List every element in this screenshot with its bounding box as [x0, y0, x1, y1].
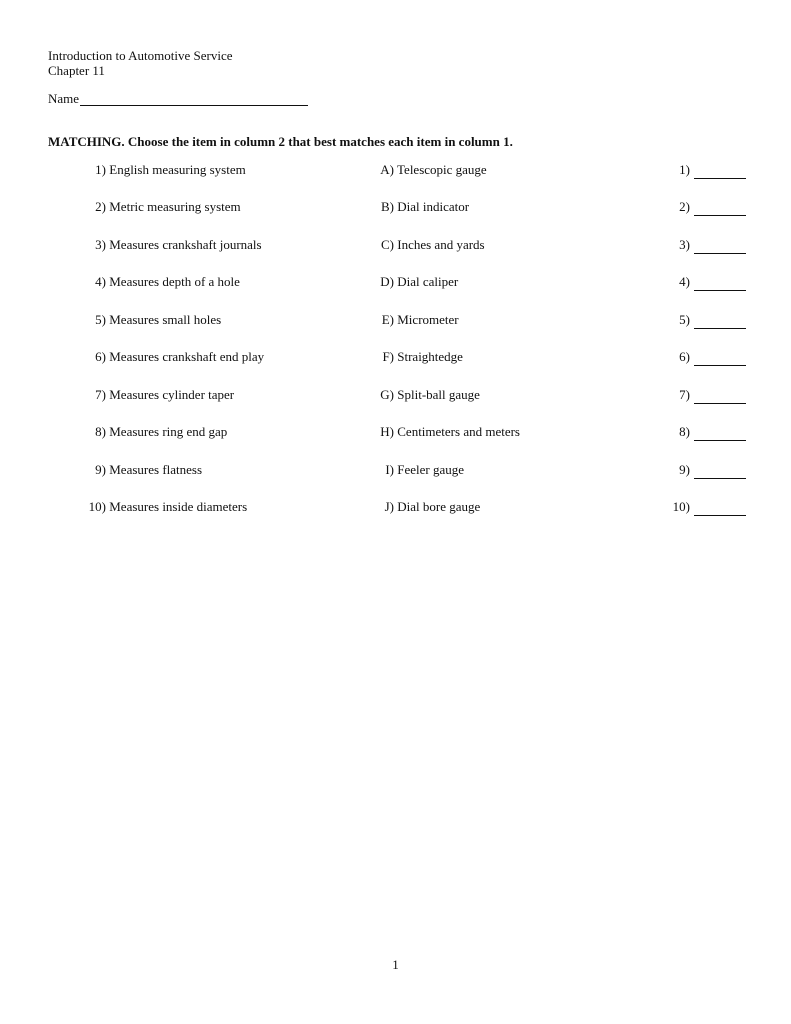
term-cell	[80, 499, 280, 515]
match-letter: F)	[382, 349, 394, 364]
answer-blank[interactable]	[694, 278, 746, 291]
answer-cell	[650, 424, 746, 440]
answer-number: 7)	[679, 387, 690, 402]
answer-number: 6)	[679, 349, 690, 364]
term-number: 7)	[95, 387, 106, 402]
term-text: Measures cylinder taper	[109, 387, 235, 402]
term-cell	[80, 237, 280, 253]
match-cell	[364, 387, 594, 403]
term-number: 3)	[95, 237, 106, 252]
matching-instructions: MATCHING. Choose the item in column 2 that best matches each item in column 1.	[48, 134, 513, 149]
matching-row	[0, 462, 791, 480]
match-text: Dial indicator	[397, 199, 470, 214]
match-letter: A)	[380, 162, 394, 177]
match-text: Inches and yards	[397, 237, 485, 252]
term-cell	[80, 462, 280, 478]
match-cell	[364, 162, 594, 178]
matching-row	[0, 199, 791, 217]
term-cell	[80, 349, 280, 365]
match-text: Micrometer	[397, 312, 459, 327]
answer-cell	[650, 387, 746, 403]
answer-blank[interactable]	[694, 166, 746, 179]
term-number: 1)	[95, 162, 106, 177]
term-cell	[80, 199, 280, 215]
answer-blank[interactable]	[694, 466, 746, 479]
term-text: Metric measuring system	[109, 199, 241, 214]
matching-row	[0, 499, 791, 517]
answer-number: 10)	[672, 499, 690, 514]
answer-blank[interactable]	[694, 391, 746, 404]
answer-cell	[650, 349, 746, 365]
term-text: Measures small holes	[109, 312, 222, 327]
matching-row	[0, 387, 791, 405]
match-letter: E)	[381, 312, 394, 327]
chapter-label: Chapter 11	[48, 63, 105, 78]
answer-blank[interactable]	[694, 241, 746, 254]
match-cell	[364, 499, 594, 515]
match-cell	[364, 199, 594, 215]
name-blank-line[interactable]	[80, 92, 308, 106]
term-number: 2)	[95, 199, 106, 214]
term-cell	[80, 312, 280, 328]
match-letter: H)	[380, 424, 394, 439]
name-label: Name	[48, 91, 80, 106]
match-letter: C)	[381, 237, 394, 252]
answer-number: 9)	[679, 462, 690, 477]
answer-blank[interactable]	[694, 353, 746, 366]
term-cell	[80, 162, 280, 178]
match-cell	[364, 274, 594, 290]
answer-number: 1)	[679, 162, 690, 177]
match-cell	[364, 237, 594, 253]
match-cell	[364, 312, 594, 328]
answer-cell	[650, 499, 746, 515]
page-number: 1	[392, 957, 399, 972]
match-letter: G)	[380, 387, 394, 402]
matching-row	[0, 162, 791, 180]
term-number: 9)	[95, 462, 106, 477]
matching-row	[0, 349, 791, 367]
matching-row	[0, 312, 791, 330]
term-number: 8)	[95, 424, 106, 439]
term-text: Measures ring end gap	[109, 424, 228, 439]
match-letter: I)	[385, 462, 394, 477]
matching-row	[0, 237, 791, 255]
term-cell	[80, 387, 280, 403]
term-cell	[80, 424, 280, 440]
match-letter: D)	[380, 274, 394, 289]
match-text: Straightedge	[397, 349, 463, 364]
answer-cell	[650, 312, 746, 328]
term-number: 5)	[95, 312, 106, 327]
answer-number: 3)	[679, 237, 690, 252]
match-letter: B)	[381, 199, 394, 214]
match-text: Split-ball gauge	[397, 387, 480, 402]
term-cell	[80, 274, 280, 290]
term-text: Measures crankshaft end play	[109, 349, 265, 364]
answer-blank[interactable]	[694, 203, 746, 216]
answer-blank[interactable]	[694, 503, 746, 516]
answer-number: 8)	[679, 424, 690, 439]
match-text: Feeler gauge	[397, 462, 465, 477]
match-cell	[364, 424, 594, 440]
term-number: 10)	[88, 499, 106, 514]
term-number: 6)	[95, 349, 106, 364]
match-text: Centimeters and meters	[397, 424, 520, 439]
term-number: 4)	[95, 274, 106, 289]
term-text: Measures inside diameters	[109, 499, 248, 514]
answer-number: 2)	[679, 199, 690, 214]
answer-blank[interactable]	[694, 316, 746, 329]
match-text: Dial bore gauge	[397, 499, 481, 514]
term-text: Measures flatness	[109, 462, 203, 477]
answer-cell	[650, 237, 746, 253]
course-title: Introduction to Automotive Service	[48, 48, 233, 63]
answer-cell	[650, 274, 746, 290]
match-text: Dial caliper	[397, 274, 459, 289]
answer-cell	[650, 199, 746, 215]
term-text: Measures crankshaft journals	[109, 237, 262, 252]
match-letter: J)	[384, 499, 394, 514]
term-text: Measures depth of a hole	[109, 274, 240, 289]
match-cell	[364, 462, 594, 478]
answer-cell	[650, 462, 746, 478]
match-text: Telescopic gauge	[397, 162, 487, 177]
matching-row	[0, 424, 791, 442]
answer-number: 4)	[679, 274, 690, 289]
match-cell	[364, 349, 594, 365]
name-field-row	[48, 91, 308, 106]
term-text: English measuring system	[109, 162, 246, 177]
matching-row	[0, 274, 791, 292]
answer-blank[interactable]	[694, 428, 746, 441]
answer-cell	[650, 162, 746, 178]
answer-number: 5)	[679, 312, 690, 327]
